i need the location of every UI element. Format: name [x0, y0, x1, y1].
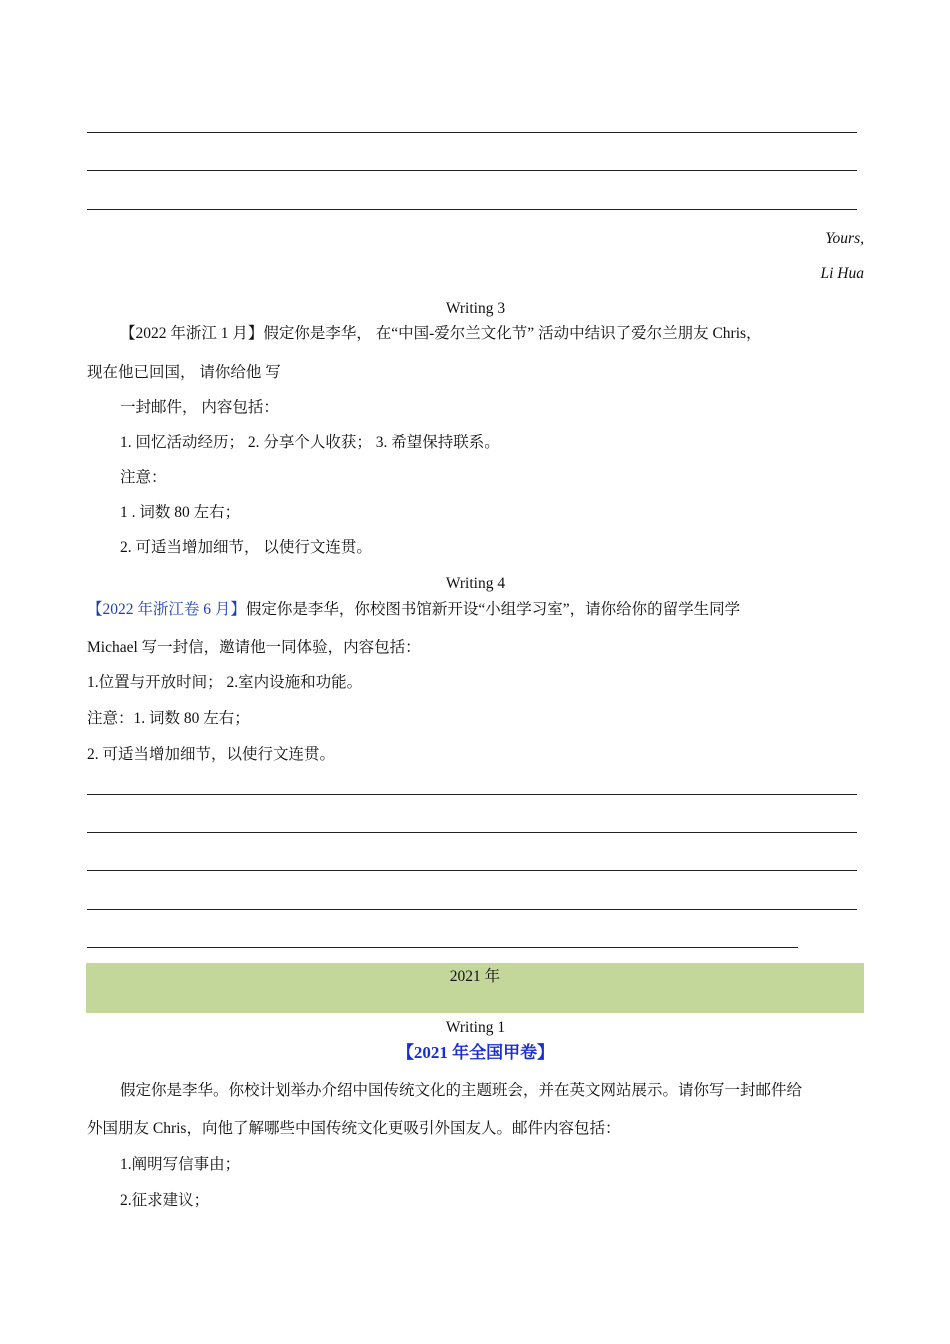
writing3-heading: Writing 3 — [445, 300, 506, 317]
writing3-note2: 2. 可适当增加细节， 以使行文连贯。 — [120, 539, 372, 556]
writing3-prompt-line3: 一封邮件， 内容包括： — [120, 399, 279, 416]
writing1-point1: 1.阐明写信事由； — [120, 1156, 241, 1173]
writing3-note1: 1 . 词数 80 左右； — [120, 504, 241, 521]
writing3-prompt-line2: 现在他已回国， 请你给他 写 — [87, 364, 281, 381]
writing3-prompt-text: 假定你是李华， 在“中国-爱尔兰文化节” 活动中结识了爱尔兰朋友 Chris， — [263, 325, 762, 342]
writing4-prompt-text: 假定你是李华，你校图书馆新开设“小组学习室”，请你给你的留学生同学 — [245, 601, 741, 618]
answer-line — [87, 170, 857, 171]
writing4-points: 1.位置与开放时间； 2.室内设施和功能。 — [87, 674, 363, 691]
answer-line — [87, 132, 857, 133]
writing1-heading: Writing 1 — [445, 1019, 506, 1036]
answer-line — [87, 794, 857, 795]
writing1-prompt-line2: 外国朋友 Chris，向他了解哪些中国传统文化更吸引外国友人。邮件内容包括： — [87, 1120, 621, 1137]
writing3-points: 1. 回忆活动经历； 2. 分享个人收获； 3. 希望保持联系。 — [120, 434, 500, 451]
answer-line — [87, 947, 798, 948]
answer-line — [87, 870, 857, 871]
writing1-source: 【2021 年全国甲卷】 — [396, 1043, 555, 1062]
writing1-prompt-line1: 假定你是李华。你校计划举办介绍中国传统文化的主题班会，并在英文网站展示。请你写一封邮件给 — [120, 1082, 803, 1099]
answer-line — [87, 909, 857, 910]
answer-line — [87, 832, 857, 833]
writing3-source: 【2022 年浙江 1 月】 — [120, 325, 264, 342]
writing4-prompt-line2: Michael 写一封信，邀请他一同体验，内容包括： — [87, 639, 421, 656]
answer-line — [87, 209, 857, 210]
writing4-heading: Writing 4 — [445, 575, 506, 592]
letter-signature: Li Hua — [820, 265, 864, 282]
year-band — [86, 963, 864, 1013]
writing4-source: 【2022 年浙江卷 6 月】 — [87, 601, 246, 618]
writing4-note1: 注意：1. 词数 80 左右； — [87, 710, 250, 727]
writing4-note2: 2. 可适当增加细节，以使行文连贯。 — [87, 746, 336, 763]
writing1-point2: 2.征求建议； — [120, 1192, 210, 1209]
writing3-note-label: 注意： — [120, 469, 167, 486]
writing3-prompt-line1 — [120, 324, 762, 344]
letter-closing: Yours, — [825, 230, 864, 247]
year-band-label: 2021 年 — [449, 968, 501, 985]
writing4-prompt-line1 — [87, 600, 740, 620]
